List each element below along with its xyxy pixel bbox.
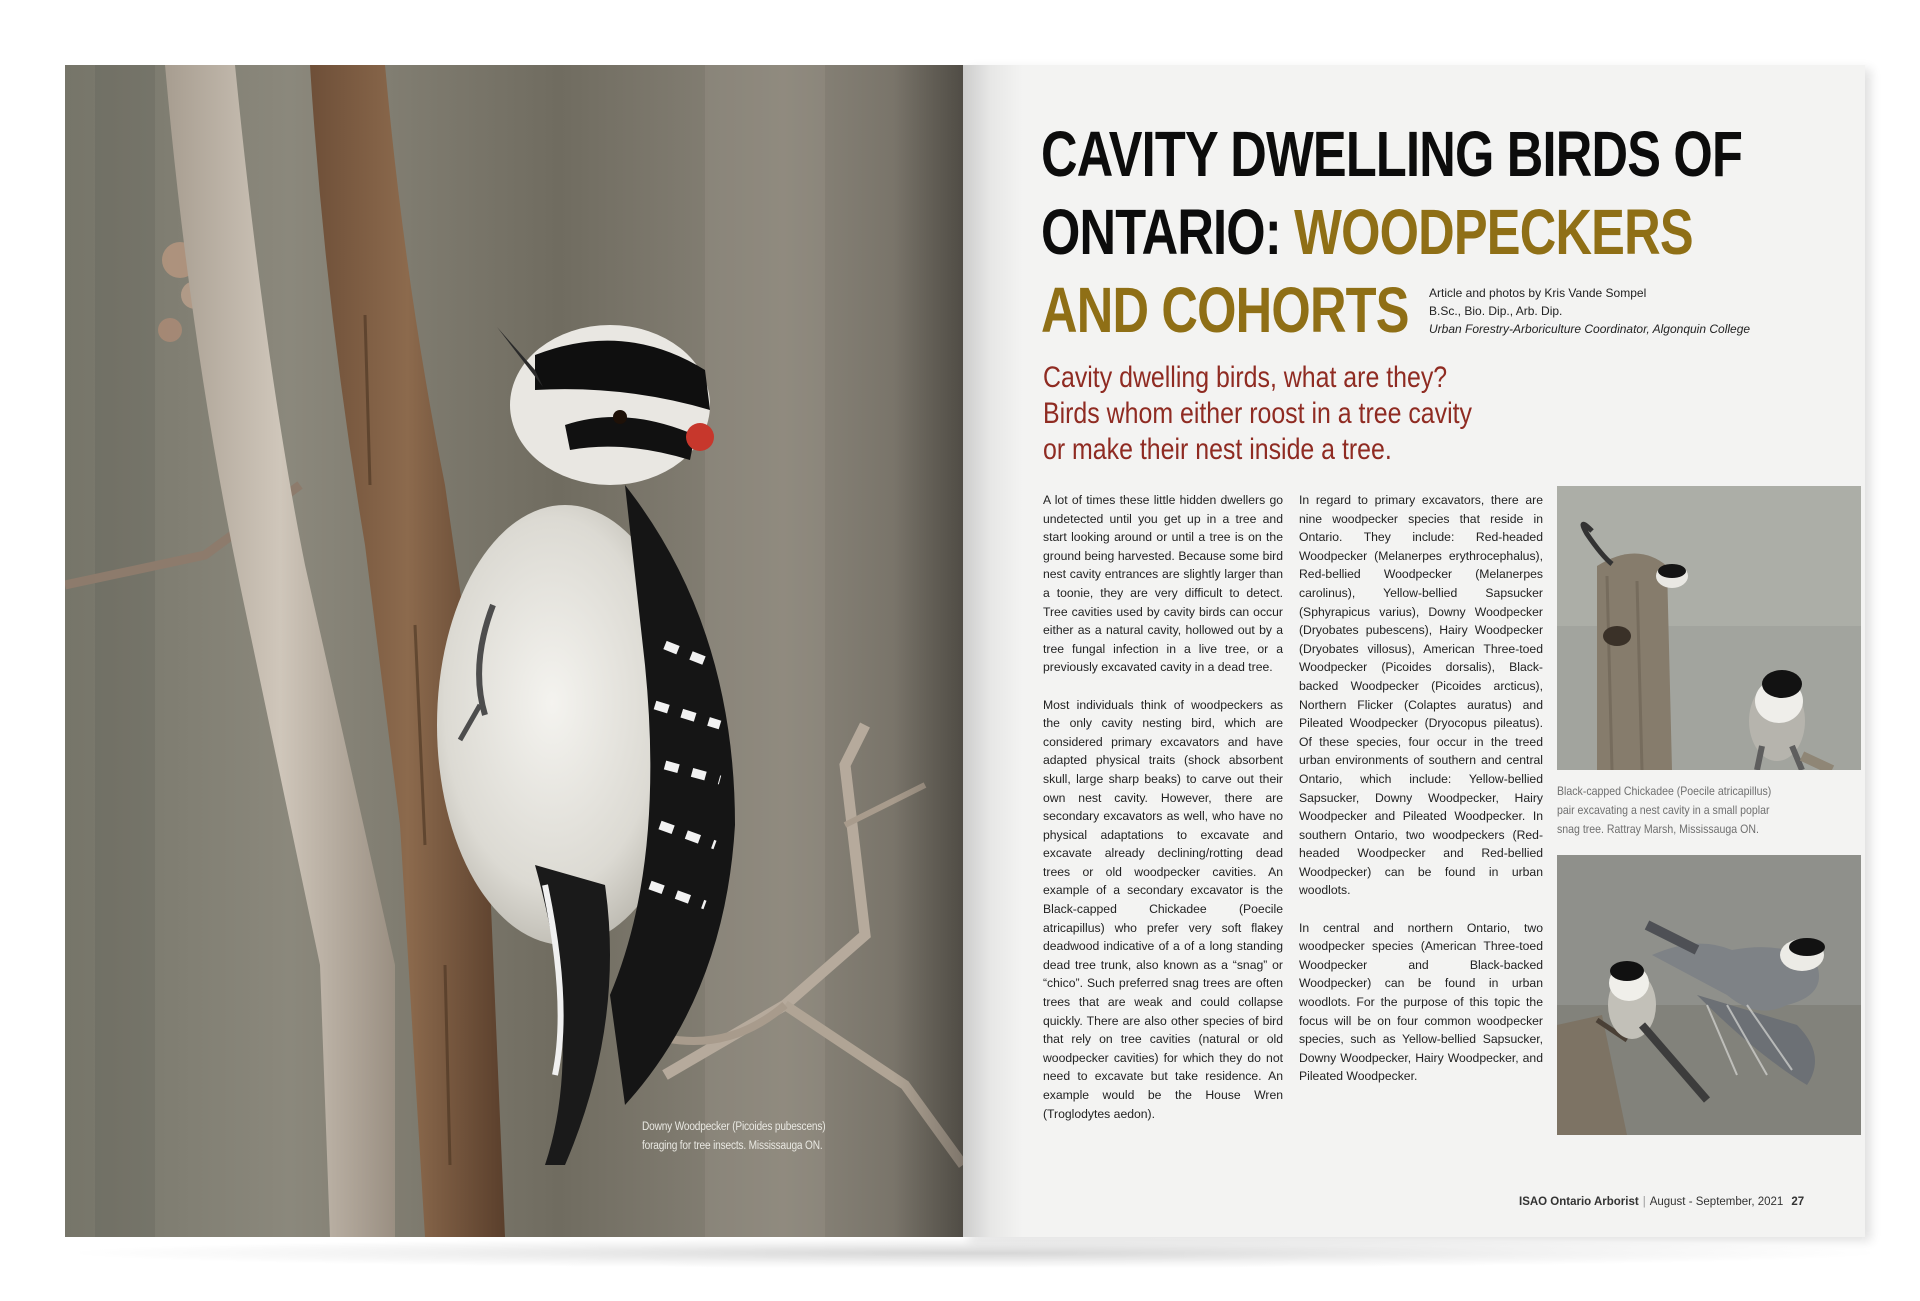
body-paragraph-2: Most individuals think of woodpeckers as the only cavity nesting bird, which are considered primary excavators and have adapted physical traits (shock absorbent skull, large sharp beaks) to carve out their own nest cavity. However, there are secondary excavators as well, who have no physical adaptations to excavate and excavate already declining/rotting dead trees or old woodpecker cavities. An example of a secondary excavator is the Black-capped Chickadee (Poecile atricapillus) who prefer very soft flakey deadwood indicative of a of a long standing dead tree trunk, also known as a “snag” or “chico”. Such preferred snag trees are often trees that are weak and could collapse quickly. There are also other species of bird that rely on tree cavities (natural or old woodpecker cavities) for which they do not need to excavate but take residence. An example would be the House Wren (Troglodytes aedon). [1043,697,1283,1121]
footer-publication: ISAO Ontario Arborist [1519,1196,1639,1208]
spread-shadow [80,1238,1870,1268]
intro-line-1: Cavity dwelling birds, what are they? [1043,361,1448,394]
title-line-2 [1041,193,1693,271]
right-page [963,65,1865,1237]
chickadee-snag-photo [1557,486,1861,770]
side-photo-caption-line1: Black-capped Chickadee (Poecile atricapillus) [1557,784,1772,798]
byline-credentials: B.Sc., Bio. Dip., Arb. Dip. [1429,304,1563,318]
title-line-1: CAVITY DWELLING BIRDS OF [1041,118,1743,190]
main-photo-caption-line1: Downy Woodpecker (Picoides pubescens) [642,1121,826,1133]
footer-separator: | [1642,1196,1646,1208]
title-line-2-dark: ONTARIO: [1041,196,1295,268]
byline-role: Urban Forestry-Arboriculture Coordinator, Algonquin College [1429,322,1751,336]
chickadee-snag-image [1557,486,1861,770]
downy-woodpecker-photo [65,65,963,1237]
byline-author: Article and photos by Kris Vande Sompel [1429,286,1647,300]
gutter-shadow-right [963,65,1023,1237]
left-page [65,65,963,1237]
body-paragraph-4: In central and northern Ontario, two woodpecker species (American Three-toed Woodpecker and Black-backed Woodpecker) can be found in urban woodlots. For the purpose of this topic the focus will be on four common woodpecker species, such as Yellow-bellied Sapsucker, Downy Woodpecker, Hairy Woodpecker, and Pileated Woodpecker. [1299,920,1543,1084]
side-photo-caption-line3: snag tree. Rattray Marsh, Mississauga ON. [1557,822,1759,836]
body-column-1 [1043,491,1283,1142]
main-photo-caption-line2: foraging for tree insects. Mississauga ON. [642,1140,823,1152]
page-footer [1519,1196,1839,1208]
footer-issue: August - September, 2021 [1649,1196,1784,1208]
intro-deck [1043,360,1508,468]
chickadee-flight-photo [1557,855,1861,1135]
byline [1429,284,1849,338]
title-line-3: AND COHORTS [1041,274,1409,346]
body-paragraph-1: A lot of times these little hidden dwellers go undetected until you get up in a tree and start looking around or until a tree is on the ground being harvested. Because some bird nest cavity entrances are slightly larger than a toonie, they are very difficult to detect. Tree cavities used by cavity birds can occur either as a natural cavity, hollowed out by a tree fungal infection in a live tree, or a previously excavated cavity in a dead tree. [1043,493,1283,675]
page-number: 27 [1791,1196,1805,1208]
body-paragraph-3: In regard to primary excavators, there are nine woodpecker species that reside in Ontario. They include: Red-headed Woodpecker (Melanerpes erythrocephalus), Red-bellied Woodpecker (Melanerpes carolinus), Yellow-bellied Sapsucker (Sphyrapicus varius), Downy Woodpecker (Dryobates pubescens), Hairy Woodpecker (Dryobates villosus), American Three-toed Woodpecker (Picoides dorsalis), Black-backed Woodpecker (Picoides arcticus), Northern Flicker (Colaptes auratus) and Pileated Woodpecker (Dryocopus pileatus). Of these species, four occur in the treed urban environments of southern and central Ontario, which include: Yellow-bellied Sapsucker, Downy Woodpecker, Hairy Woodpecker and Pileated Woodpecker. In southern Ontario, two woodpeckers (Red-headed Woodpecker and Red-bellied Woodpecker) can be found in urban woodlots. [1299,493,1543,898]
side-photo-caption-line2: pair excavating a nest cavity in a small poplar [1557,803,1770,817]
title-line-2-gold: WOODPECKERS [1294,196,1693,268]
intro-line-2: Birds whom either roost in a tree cavity [1043,397,1473,430]
side-photo-caption [1557,782,1821,839]
main-photo-caption [642,1118,888,1156]
chickadee-flight-image [1557,855,1861,1135]
gutter-shadow-left [893,65,963,1237]
intro-line-3: or make their nest inside a tree. [1043,433,1392,466]
body-column-2 [1299,491,1543,1105]
